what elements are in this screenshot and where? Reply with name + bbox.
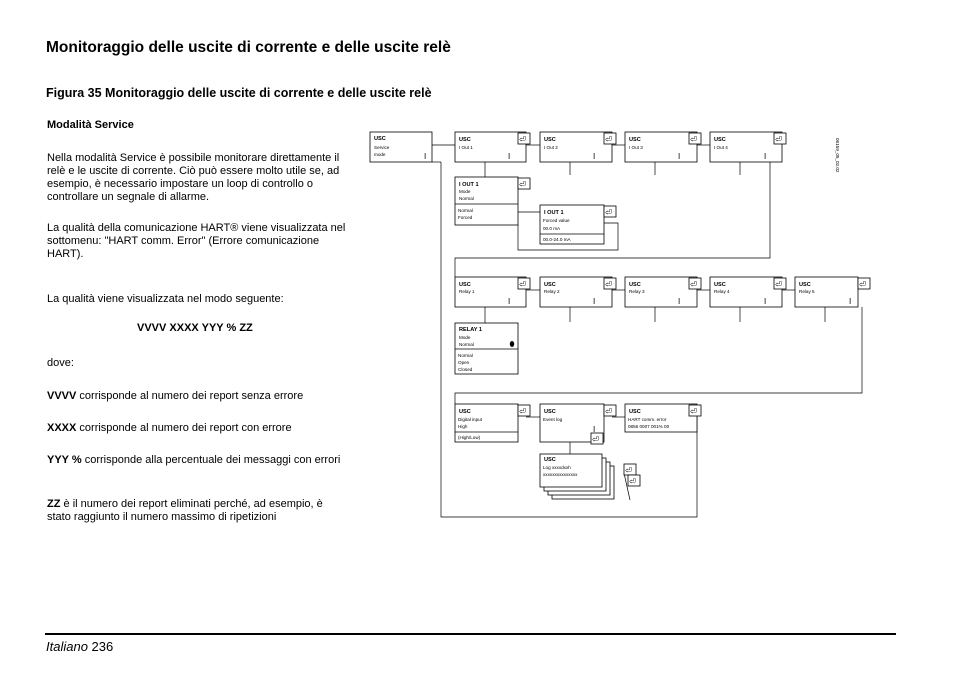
- enter-icon: ⏎: [775, 280, 782, 289]
- box-title: USC: [799, 282, 811, 288]
- definition-term: XXXX: [47, 422, 77, 434]
- enter-icon: ⏎: [775, 135, 782, 144]
- box-title: USC: [714, 282, 726, 288]
- cursor-icon: I: [849, 297, 852, 306]
- option-item: Normal: [458, 353, 473, 358]
- box-value: 00.0 mA: [543, 226, 561, 231]
- box-title: USC: [459, 137, 471, 143]
- box-label: HART comm. error: [628, 417, 667, 422]
- box-label: I Out 3: [629, 145, 643, 150]
- indicator-icon: [510, 341, 514, 347]
- figure-caption: Figura 35 Monitoraggio delle uscite di corrente e delle uscite relè: [46, 86, 432, 100]
- box-title: USC: [459, 409, 471, 415]
- box-label: Forced value: [543, 218, 570, 223]
- box-label: I Out 1: [459, 145, 473, 150]
- definition-term: YYY %: [47, 454, 82, 466]
- box-label: mode: [374, 152, 386, 157]
- cursor-icon: I: [508, 152, 511, 161]
- digital-input-box: [455, 404, 530, 442]
- definition-desc: corrisponde alla percentuale dei messaggi con errori: [84, 454, 341, 466]
- definition-desc: corrisponde al numero dei report con errore: [79, 422, 292, 434]
- where-label: dove:: [47, 357, 74, 369]
- format-example: VVVV XXXX YYY % ZZ: [137, 322, 253, 334]
- hart-error-box: [625, 404, 701, 432]
- iout-box: [710, 132, 786, 162]
- relay-box: [710, 277, 786, 307]
- box-title: USC: [544, 457, 556, 463]
- enter-icon: ⏎: [519, 180, 526, 189]
- box-label: Relay 5: [799, 289, 815, 294]
- option-item: Forced: [458, 215, 473, 220]
- relay-box: [795, 277, 870, 307]
- box-value: High: [458, 424, 468, 429]
- enter-icon: ⏎: [690, 407, 697, 416]
- cursor-icon: I: [764, 152, 767, 161]
- option-item: (High/Low): [458, 435, 481, 440]
- page-number: 236: [91, 639, 114, 654]
- cursor-icon: I: [508, 297, 511, 306]
- enter-icon: ⏎: [690, 135, 697, 144]
- cursor-icon: I: [678, 152, 681, 161]
- box-label: Mode: [459, 189, 471, 194]
- box-label: Digital input: [458, 417, 483, 422]
- box-label: Relay 1: [459, 289, 475, 294]
- cursor-icon: I: [593, 152, 596, 161]
- box-label: I Out 4: [714, 145, 728, 150]
- box-title: I OUT 1: [459, 182, 479, 188]
- box-title: USC: [629, 137, 641, 143]
- paragraph-service-mode: Nella modalità Service è possibile monitorare direttamente il relè e le uscite di corrente. Ciò può essere molto utile se, ad esempio, è necessario impostare un loop di controllo o controllare un segnale di allarme.: [47, 152, 340, 203]
- box-title: USC: [459, 282, 471, 288]
- enter-icon: ⏎: [605, 135, 612, 144]
- relay-box: [455, 277, 530, 307]
- enter-icon: ⏎: [859, 280, 866, 289]
- footer-divider: [45, 633, 896, 635]
- iout-box: [455, 132, 530, 162]
- footer-language: Italiano: [46, 639, 88, 654]
- enter-icon: ⏎: [690, 280, 697, 289]
- cursor-icon: I: [424, 152, 427, 161]
- cursor-icon: I: [593, 425, 596, 434]
- forced-value-box: [540, 205, 616, 244]
- relay-detail-box: [455, 323, 518, 374]
- iout-box: [540, 132, 616, 162]
- iout-box: [625, 132, 701, 162]
- enter-icon: ⏎: [519, 135, 526, 144]
- box-label: I Out 2: [544, 145, 558, 150]
- enter-icon: ⏎: [519, 280, 526, 289]
- page-title: Monitoraggio delle uscite di corrente e delle uscite relè: [46, 39, 451, 56]
- definition-desc: è il numero dei report eliminati perché, ad esempio, è stato raggiunto il numero massimo di ripetizioni: [47, 498, 323, 523]
- iout-detail-box: [455, 177, 530, 225]
- box-value: Normal: [459, 342, 474, 347]
- box-title: USC: [544, 137, 556, 143]
- cursor-icon: I: [764, 297, 767, 306]
- box-label: Service: [374, 145, 390, 150]
- box-title: USC: [374, 136, 386, 142]
- event-log-box: [540, 404, 616, 444]
- box-label: Relay 4: [714, 289, 730, 294]
- box-label: Relay 3: [629, 289, 645, 294]
- box-title: USC: [629, 409, 641, 415]
- box-value: xxxxxxxxxxxxxxx: [543, 472, 578, 477]
- box-title: I OUT 1: [544, 210, 564, 216]
- enter-icon: ⏎: [625, 466, 632, 475]
- section-heading: Modalità Service: [47, 119, 134, 131]
- enter-icon: ⏎: [605, 407, 612, 416]
- box-label: Relay 2: [544, 289, 560, 294]
- option-item: Normal: [458, 208, 473, 213]
- box-title: USC: [629, 282, 641, 288]
- figure-code: 06159_05_02.02: [835, 138, 840, 173]
- cursor-icon: I: [678, 297, 681, 306]
- option-item: Closed: [458, 367, 473, 372]
- box-title: USC: [544, 409, 556, 415]
- box-value: 0856 0007 001% 00: [628, 424, 670, 429]
- box-value: Normal: [459, 196, 474, 201]
- definition-term: ZZ: [47, 498, 61, 510]
- box-title: USC: [544, 282, 556, 288]
- definition-term: VVVV: [47, 390, 77, 402]
- relay-box: [625, 277, 701, 307]
- definition-desc: corrisponde al numero dei report senza errore: [79, 390, 304, 402]
- value-range: 00.0-24.0 mA: [543, 237, 571, 242]
- box-title: USC: [714, 137, 726, 143]
- enter-icon: ⏎: [605, 208, 612, 217]
- box-title: RELAY 1: [459, 327, 483, 333]
- enter-icon: ⏎: [629, 477, 636, 486]
- enter-icon: ⏎: [592, 435, 599, 444]
- box-label: Log xxxxdxxh: [543, 465, 571, 470]
- footer: [46, 639, 113, 654]
- box-label: Mode: [459, 335, 471, 340]
- paragraph-hart-quality: La qualità della comunicazione HART® viene visualizzata nel sottomenu: "HART comm. Error" (Errore comunicazione HART).: [47, 222, 346, 260]
- enter-icon: ⏎: [605, 280, 612, 289]
- box-label: Event log: [543, 417, 563, 422]
- cursor-icon: I: [593, 297, 596, 306]
- relay-box: [540, 277, 616, 307]
- paragraph-quality-format: La qualità viene visualizzata nel modo seguente:: [47, 293, 284, 305]
- option-item: Open: [458, 360, 470, 365]
- service-mode-box: [370, 132, 432, 162]
- enter-icon: ⏎: [519, 407, 526, 416]
